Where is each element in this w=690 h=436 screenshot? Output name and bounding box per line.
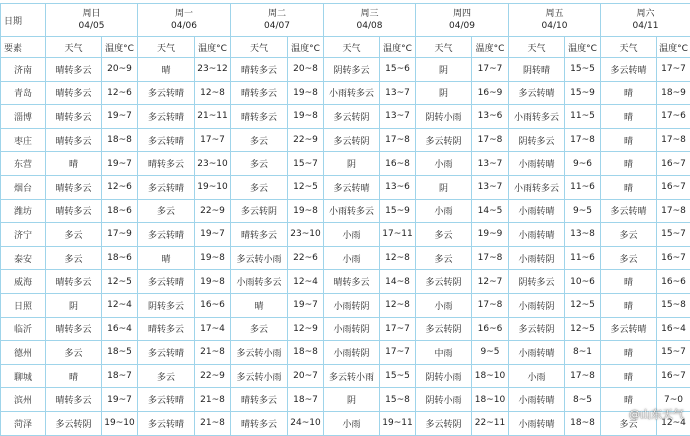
temperature-cell: 18~6	[102, 246, 138, 270]
temperature-cell: 23~10	[288, 223, 324, 247]
weather-cell: 多云	[46, 246, 102, 270]
city-name: 济宁	[1, 223, 46, 247]
weather-cell: 晴转多云	[46, 58, 102, 82]
weather-cell: 晴转多云	[231, 81, 288, 105]
weather-cell: 阴转多云	[138, 293, 195, 317]
weather-cell: 阴	[324, 152, 380, 176]
temperature-cell: 16~7	[657, 246, 690, 270]
temperature-cell: 16~9	[472, 81, 509, 105]
temperature-cell: 22~11	[472, 411, 509, 435]
temperature-cell: 13~6	[472, 105, 509, 129]
weibo-watermark: @山东天气	[629, 406, 684, 422]
city-row	[1, 341, 690, 365]
city-name: 潍坊	[1, 199, 46, 223]
weather-cell: 小雨	[324, 223, 380, 247]
temperature-cell: 19~8	[288, 199, 324, 223]
temperature-cell: 13~7	[472, 152, 509, 176]
temperature-cell: 12~8	[380, 293, 416, 317]
temperature-cell: 19~8	[288, 81, 324, 105]
weather-cell: 阴转小雨	[416, 388, 472, 412]
temperature-cell: 17~8	[472, 246, 509, 270]
temperature-cell: 16~4	[657, 317, 690, 341]
temperature-cell: 12~8	[195, 81, 231, 105]
weather-cell: 晴转多云	[231, 223, 288, 247]
temperature-cell: 17~8	[657, 199, 690, 223]
temperature-cell: 17~9	[102, 223, 138, 247]
weather-cell: 小雨	[416, 293, 472, 317]
weather-cell: 小雨转阴	[324, 293, 380, 317]
temperature-cell: 10~6	[565, 270, 601, 294]
weather-cell: 阴转多云	[509, 128, 565, 152]
weather-cell: 晴	[601, 341, 657, 365]
forecast-table	[0, 3, 690, 436]
weather-cell: 小雨转阴	[324, 341, 380, 365]
weather-cell: 多云转晴	[509, 81, 565, 105]
temperature-cell: 13~7	[472, 175, 509, 199]
city-name: 济南	[1, 58, 46, 82]
weather-cell: 晴转多云	[46, 105, 102, 129]
temperature-cell: 17~7	[380, 341, 416, 365]
city-name: 淄博	[1, 105, 46, 129]
weather-cell: 小雨转晴	[509, 223, 565, 247]
weather-cell: 晴转多云	[231, 388, 288, 412]
temperature-cell: 12~5	[565, 293, 601, 317]
temperature-cell: 19~9	[472, 223, 509, 247]
temperature-cell: 17~7	[472, 58, 509, 82]
temperature-column-header: 温度°C	[565, 37, 601, 58]
date-label: 04/06	[138, 20, 230, 32]
temperature-cell: 12~6	[102, 81, 138, 105]
temperature-cell: 18~7	[288, 388, 324, 412]
weather-cell: 多云转阴	[416, 317, 472, 341]
weather-cell: 晴转多云	[324, 270, 380, 294]
weather-cell: 晴	[138, 58, 195, 82]
day-header	[324, 4, 416, 37]
weather-cell: 晴	[601, 105, 657, 129]
weekday-label: 周五	[509, 8, 600, 20]
temperature-cell: 12~8	[380, 246, 416, 270]
day-header	[509, 4, 601, 37]
temperature-column-header: 温度°C	[195, 37, 231, 58]
date-label: 04/05	[46, 20, 137, 32]
temperature-cell: 18~6	[102, 199, 138, 223]
weekday-label: 周三	[324, 8, 415, 20]
weather-cell: 晴	[601, 152, 657, 176]
weather-column-header: 天气	[601, 37, 657, 58]
temperature-cell: 23~10	[195, 152, 231, 176]
temperature-cell: 14~5	[472, 199, 509, 223]
weather-cell: 小雨转多云	[324, 199, 380, 223]
temperature-cell: 12~5	[102, 270, 138, 294]
weather-cell: 多云转小雨	[231, 246, 288, 270]
weather-column-header: 天气	[231, 37, 288, 58]
weather-cell: 中雨	[416, 341, 472, 365]
temperature-cell: 19~10	[102, 411, 138, 435]
temperature-cell: 17~7	[380, 317, 416, 341]
temperature-cell: 17~4	[195, 317, 231, 341]
weather-cell: 多云转晴	[138, 388, 195, 412]
temperature-cell: 18~10	[472, 364, 509, 388]
city-row	[1, 105, 690, 129]
weather-cell: 多云转晴	[601, 58, 657, 82]
temperature-cell: 15~9	[380, 199, 416, 223]
weather-cell: 多云转晴	[138, 270, 195, 294]
weather-cell: 小雨	[416, 199, 472, 223]
weather-cell: 阴	[324, 388, 380, 412]
weather-cell: 多云	[601, 246, 657, 270]
city-name: 滨州	[1, 388, 46, 412]
weather-cell: 多云	[46, 223, 102, 247]
weather-column-header: 天气	[46, 37, 102, 58]
weather-cell: 晴	[46, 152, 102, 176]
weather-cell: 阴	[416, 58, 472, 82]
weather-cell: 晴转多云	[46, 317, 102, 341]
city-row	[1, 246, 690, 270]
weather-cell: 多云	[601, 411, 657, 435]
weather-cell: 多云转阴	[324, 128, 380, 152]
weather-cell: 晴转多云	[231, 58, 288, 82]
temperature-cell: 16~8	[380, 152, 416, 176]
temperature-column-header: 温度°C	[288, 37, 324, 58]
city-name: 聊城	[1, 364, 46, 388]
temperature-cell: 19~11	[380, 411, 416, 435]
weather-cell: 晴转多云	[46, 81, 102, 105]
city-name: 枣庄	[1, 128, 46, 152]
weather-cell: 多云	[138, 364, 195, 388]
weather-cell: 晴转多云	[46, 388, 102, 412]
temperature-cell: 20~7	[288, 364, 324, 388]
temperature-cell: 15~5	[565, 58, 601, 82]
weather-column-header: 天气	[138, 37, 195, 58]
city-name: 东营	[1, 152, 46, 176]
temperature-cell: 15~9	[565, 81, 601, 105]
temperature-cell: 22~6	[288, 246, 324, 270]
weather-cell: 多云转晴	[138, 128, 195, 152]
temperature-cell: 12~7	[472, 270, 509, 294]
temperature-cell: 16~6	[657, 270, 690, 294]
city-row	[1, 223, 690, 247]
weather-cell: 多云	[231, 175, 288, 199]
weather-cell: 小雨	[509, 364, 565, 388]
weekday-label: 周二	[231, 8, 323, 20]
temperature-cell: 19~8	[288, 105, 324, 129]
temperature-cell: 16~6	[195, 293, 231, 317]
weather-cell: 晴转多云	[46, 199, 102, 223]
temperature-cell: 11~6	[565, 175, 601, 199]
weather-cell: 小雨转晴	[509, 411, 565, 435]
temperature-cell: 17~11	[380, 223, 416, 247]
weather-cell: 小雨转多云	[231, 270, 288, 294]
temperature-cell: 18~9	[657, 81, 690, 105]
weather-cell: 小雨转晴	[509, 341, 565, 365]
temperature-cell: 22~9	[195, 199, 231, 223]
temperature-cell: 20~9	[102, 58, 138, 82]
weather-cell: 小雨转阴	[509, 293, 565, 317]
city-row	[1, 175, 690, 199]
weather-cell: 多云转晴	[138, 175, 195, 199]
temperature-cell: 17~7	[195, 128, 231, 152]
city-name: 临沂	[1, 317, 46, 341]
temperature-cell: 15~7	[657, 223, 690, 247]
weather-cell: 小雨转多云	[324, 81, 380, 105]
weather-cell: 小雨	[416, 152, 472, 176]
city-name: 日照	[1, 293, 46, 317]
temperature-cell: 18~10	[472, 388, 509, 412]
weather-cell: 小雨转晴	[509, 388, 565, 412]
header-row	[1, 4, 690, 37]
temperature-cell: 15~7	[657, 341, 690, 365]
temperature-cell: 11~6	[565, 246, 601, 270]
weather-cell: 多云	[138, 199, 195, 223]
temperature-cell: 16~4	[102, 317, 138, 341]
weather-cell: 多云	[231, 128, 288, 152]
city-row	[1, 293, 690, 317]
weather-cell: 晴转多云	[138, 152, 195, 176]
temperature-cell: 12~5	[288, 175, 324, 199]
temperature-cell: 17~7	[657, 58, 690, 82]
weather-cell: 多云转晴	[324, 175, 380, 199]
date-label: 04/11	[601, 20, 690, 32]
weather-cell: 晴转多云	[231, 411, 288, 435]
weather-cell: 小雨转晴	[509, 152, 565, 176]
temperature-cell: 19~10	[195, 175, 231, 199]
city-row	[1, 411, 690, 435]
temperature-cell: 15~8	[380, 388, 416, 412]
temperature-cell: 19~7	[102, 388, 138, 412]
temperature-cell: 17~8	[472, 128, 509, 152]
weather-cell: 阴	[46, 293, 102, 317]
day-header	[138, 4, 231, 37]
weather-cell: 晴转多云	[46, 175, 102, 199]
element-header-label: 要素	[1, 37, 46, 58]
weather-cell: 多云转阴	[324, 105, 380, 129]
weather-cell: 晴转多云	[138, 317, 195, 341]
temperature-column-header: 温度°C	[102, 37, 138, 58]
temperature-cell: 19~8	[195, 270, 231, 294]
temperature-cell: 15~6	[380, 58, 416, 82]
date-label: 04/08	[324, 20, 415, 32]
temperature-cell: 20~8	[288, 58, 324, 82]
weather-cell: 多云转晴	[138, 341, 195, 365]
weather-cell: 多云转阴	[509, 317, 565, 341]
weather-cell: 小雨转多云	[509, 175, 565, 199]
weather-cell: 阴	[416, 81, 472, 105]
temperature-cell: 19~7	[195, 223, 231, 247]
temperature-cell: 23~12	[195, 58, 231, 82]
weather-cell: 小雨转多云	[509, 105, 565, 129]
weather-cell: 小雨转阴	[509, 246, 565, 270]
weather-cell: 多云转阴	[416, 128, 472, 152]
weather-column-header: 天气	[509, 37, 565, 58]
city-row	[1, 364, 690, 388]
temperature-cell: 12~9	[288, 317, 324, 341]
day-header	[46, 4, 138, 37]
temperature-cell: 8~1	[565, 341, 601, 365]
temperature-cell: 13~6	[380, 175, 416, 199]
weather-cell: 多云	[231, 317, 288, 341]
temperature-column-header: 温度°C	[472, 37, 509, 58]
weather-cell: 晴转多云	[46, 270, 102, 294]
weather-cell: 多云	[416, 223, 472, 247]
weekday-label: 周六	[601, 8, 690, 20]
temperature-cell: 15~5	[380, 364, 416, 388]
weather-cell: 晴	[601, 388, 657, 412]
weather-cell: 晴	[138, 246, 195, 270]
weather-cell: 晴	[601, 175, 657, 199]
weather-cell: 晴	[601, 81, 657, 105]
weather-cell: 晴	[231, 293, 288, 317]
temperature-cell: 12~5	[565, 317, 601, 341]
temperature-column-header: 温度°C	[380, 37, 416, 58]
temperature-cell: 11~5	[565, 105, 601, 129]
city-row	[1, 81, 690, 105]
temperature-cell: 12~4	[657, 411, 690, 435]
city-row	[1, 388, 690, 412]
date-label: 04/09	[416, 20, 508, 32]
weather-column-header: 天气	[324, 37, 380, 58]
city-row	[1, 58, 690, 82]
temperature-cell: 14~8	[380, 270, 416, 294]
weather-cell: 多云转阴	[231, 199, 288, 223]
temperature-cell: 13~8	[565, 223, 601, 247]
date-header-label: 日期	[1, 4, 46, 37]
temperature-cell: 17~8	[565, 364, 601, 388]
weather-cell: 小雨转晴	[509, 199, 565, 223]
subheader-row	[1, 37, 690, 58]
temperature-cell: 12~6	[102, 175, 138, 199]
day-header	[231, 4, 324, 37]
temperature-cell: 17~8	[657, 128, 690, 152]
date-label: 04/07	[231, 20, 323, 32]
temperature-cell: 15~7	[288, 152, 324, 176]
temperature-cell: 9~5	[472, 341, 509, 365]
temperature-cell: 24~10	[288, 411, 324, 435]
temperature-cell: 21~11	[195, 105, 231, 129]
temperature-cell: 13~7	[380, 81, 416, 105]
weather-cell: 小雨转阴	[324, 317, 380, 341]
temperature-cell: 19~7	[102, 105, 138, 129]
weather-cell: 阴转小雨	[416, 105, 472, 129]
weather-cell: 多云	[601, 223, 657, 247]
temperature-cell: 16~6	[472, 317, 509, 341]
temperature-cell: 13~7	[380, 105, 416, 129]
weather-cell: 阴转晴	[509, 58, 565, 82]
city-name: 烟台	[1, 175, 46, 199]
weather-cell: 小雨	[324, 411, 380, 435]
weather-cell: 多云转晴	[601, 317, 657, 341]
city-name: 菏泽	[1, 411, 46, 435]
weather-cell: 多云	[231, 152, 288, 176]
weather-cell: 小雨	[324, 246, 380, 270]
temperature-cell: 21~8	[195, 411, 231, 435]
weather-cell: 多云转小雨	[231, 364, 288, 388]
temperature-cell: 18~7	[102, 364, 138, 388]
temperature-cell: 8~5	[565, 388, 601, 412]
city-row	[1, 152, 690, 176]
weather-cell: 晴	[601, 293, 657, 317]
weather-cell: 阴转多云	[324, 58, 380, 82]
temperature-cell: 9~5	[565, 199, 601, 223]
weather-cell: 多云转阴	[416, 411, 472, 435]
weekday-label: 周一	[138, 8, 230, 20]
temperature-cell: 21~8	[195, 388, 231, 412]
city-name: 德州	[1, 341, 46, 365]
weather-cell: 晴	[601, 270, 657, 294]
temperature-cell: 16~7	[657, 175, 690, 199]
weather-cell: 多云	[46, 341, 102, 365]
temperature-cell: 18~8	[288, 341, 324, 365]
weather-cell: 多云转晴	[138, 223, 195, 247]
temperature-cell: 19~8	[195, 246, 231, 270]
temperature-cell: 16~7	[657, 364, 690, 388]
weather-cell: 晴	[601, 128, 657, 152]
weather-cell: 晴转多云	[46, 128, 102, 152]
temperature-column-header: 温度°C	[657, 37, 690, 58]
temperature-cell: 17~8	[380, 128, 416, 152]
temperature-cell: 7~0	[657, 388, 690, 412]
weekday-label: 周日	[46, 8, 137, 20]
weather-cell: 多云转晴	[138, 411, 195, 435]
weather-cell: 阴	[416, 175, 472, 199]
city-row	[1, 317, 690, 341]
temperature-cell: 17~8	[472, 293, 509, 317]
temperature-cell: 12~4	[102, 293, 138, 317]
temperature-cell: 22~9	[288, 128, 324, 152]
temperature-cell: 19~7	[102, 152, 138, 176]
city-row	[1, 128, 690, 152]
weather-cell: 多云	[416, 246, 472, 270]
weather-cell: 多云转阴	[416, 270, 472, 294]
city-name: 威海	[1, 270, 46, 294]
weather-cell: 多云转小雨	[324, 364, 380, 388]
temperature-cell: 15~8	[657, 293, 690, 317]
temperature-cell: 9~6	[565, 152, 601, 176]
weather-cell: 多云转小雨	[231, 341, 288, 365]
weather-cell: 多云转晴	[138, 81, 195, 105]
city-name: 青岛	[1, 81, 46, 105]
temperature-cell: 18~5	[102, 341, 138, 365]
weather-cell: 晴	[601, 364, 657, 388]
day-header	[601, 4, 690, 37]
day-header	[416, 4, 509, 37]
city-row	[1, 270, 690, 294]
temperature-cell: 17~6	[657, 105, 690, 129]
weather-cell: 晴转多云	[231, 105, 288, 129]
weather-cell: 多云转晴	[601, 199, 657, 223]
temperature-cell: 21~8	[195, 341, 231, 365]
temperature-cell: 17~8	[565, 128, 601, 152]
city-name: 泰安	[1, 246, 46, 270]
temperature-cell: 16~7	[657, 152, 690, 176]
temperature-cell: 19~7	[288, 293, 324, 317]
weather-cell: 多云转晴	[138, 105, 195, 129]
weather-cell: 阴转小雨	[416, 364, 472, 388]
date-label: 04/10	[509, 20, 600, 32]
weather-column-header: 天气	[416, 37, 472, 58]
temperature-cell: 12~4	[288, 270, 324, 294]
temperature-cell: 18~8	[565, 411, 601, 435]
temperature-cell: 22~9	[195, 364, 231, 388]
weather-cell: 晴	[46, 364, 102, 388]
weather-cell: 阴转多云	[509, 270, 565, 294]
city-row	[1, 199, 690, 223]
weekday-label: 周四	[416, 8, 508, 20]
weather-cell: 多云转阴	[46, 411, 102, 435]
temperature-cell: 18~8	[102, 128, 138, 152]
